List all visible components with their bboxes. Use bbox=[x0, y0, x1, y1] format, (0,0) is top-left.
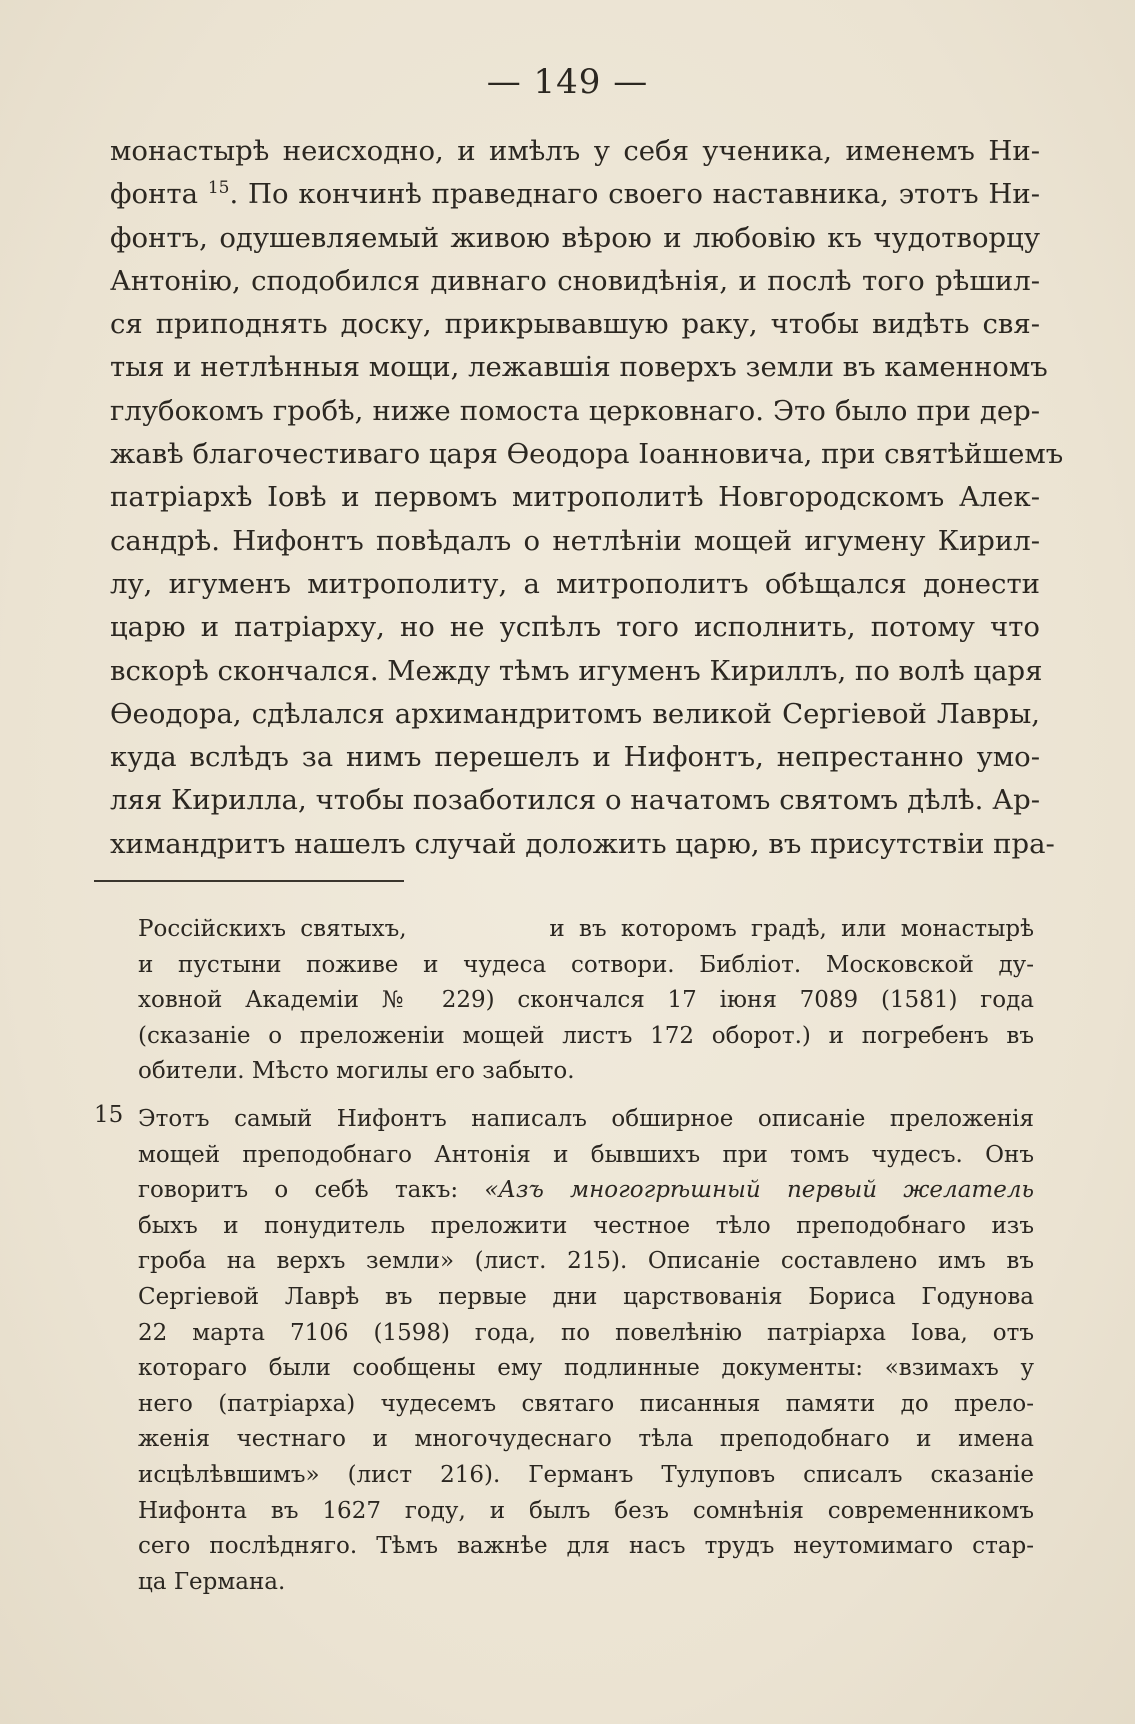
main-line: царю и патріарху, но не успѣлъ того исполнить, потому что bbox=[110, 611, 1040, 644]
footnote-line: Сергіевой Лаврѣ въ первые дни царствованія Бориса Годунова bbox=[138, 1283, 1034, 1310]
footnote-line: Нифонта въ 1627 году, и былъ безъ сомнѣнія современникомъ bbox=[138, 1497, 1034, 1524]
footnote-15 bbox=[94, 1102, 1034, 1600]
footnote-line: ховной Академіи № 229) скончался 17 іюня 7089 (1581) года bbox=[138, 987, 1034, 1014]
footnote-line-with-italic bbox=[94, 1173, 1034, 1209]
main-line: вскорѣ скончался. Между тѣмъ игуменъ Кириллъ, по волѣ царя bbox=[110, 654, 1043, 687]
main-line: жавѣ благочестиваго царя Ѳеодора Іоанновича, при святѣйшемъ bbox=[110, 438, 1064, 471]
footnote-line: быхъ и понудитель преложити честное тѣло преподобнаго изъ bbox=[138, 1212, 1034, 1239]
footnote-15-first-row bbox=[94, 1102, 1034, 1138]
main-line: тыя и нетлѣнныя мощи, лежавшія поверхъ земли въ каменномъ bbox=[110, 351, 1048, 384]
main-line: патріархѣ Іовѣ и первомъ митрополитѣ Новгородскомъ Алек- bbox=[110, 481, 1040, 514]
footnote-line: Этотъ самый Нифонтъ написалъ обширное описаніе преложенія bbox=[138, 1105, 1034, 1132]
footnote-line: мощей преподобнаго Антонія и бывшихъ при томъ чудесъ. Онъ bbox=[138, 1141, 1034, 1168]
footnote-line: котораго были сообщены ему подлинные документы: «взимахъ у bbox=[138, 1355, 1034, 1382]
footnote-line: и пустыни поживе и чудеса сотвори. Библіот. Московской ду- bbox=[138, 951, 1034, 978]
footnote-number: 15 bbox=[94, 1101, 124, 1128]
footnote-14-continuation bbox=[94, 912, 1034, 1090]
footnote-reference: 15 bbox=[207, 178, 230, 199]
footnote-line: женія честнаго и многочудеснаго тѣла преподобнаго и имена bbox=[138, 1426, 1034, 1453]
main-line: ся приподнять доску, прикрывавшую раку, чтобы видѣть свя- bbox=[110, 308, 1040, 341]
main-line-rest: . По кончинѣ праведнаго своего наставника, этотъ Ни- bbox=[229, 178, 1040, 211]
footnote-line: (сказаніе о преложеніи мощей листъ 172 оборот.) и погребенъ въ bbox=[138, 1022, 1034, 1049]
main-text bbox=[110, 130, 1064, 866]
main-line: химандритъ нашелъ случай доложить царю, въ присутствіи пра- bbox=[110, 827, 1055, 860]
footnote-line: него (патріарха) чудесемъ святаго писанныя памяти до прело- bbox=[138, 1390, 1034, 1417]
footnote-line: 22 марта 7106 (1598) года, по повелѣнію патріарха Іова, отъ bbox=[138, 1319, 1034, 1346]
main-line: куда вслѣдъ за нимъ перешелъ и Нифонтъ, непрестанно умо- bbox=[110, 741, 1040, 774]
main-line-start: фонта bbox=[110, 178, 199, 211]
footnote-line-start: говоритъ о себѣ такъ: bbox=[138, 1177, 485, 1204]
footnote-line: ца Германа. bbox=[138, 1568, 286, 1595]
main-line: Ѳеодора, сдѣлался архимандритомъ великой Сергіевой Лавры, bbox=[110, 697, 1040, 730]
footnote-line: сего послѣдняго. Тѣмъ важнѣе для насъ трудъ неутомимаго стар- bbox=[138, 1533, 1034, 1560]
footnote-divider bbox=[94, 880, 404, 882]
main-line: фонтъ, одушевляемый живою вѣрою и любовію къ чудотворцу bbox=[110, 221, 1040, 254]
main-line: лу, игуменъ митрополиту, а митрополитъ обѣщался донести bbox=[110, 567, 1040, 600]
main-line-with-footnote-ref bbox=[110, 173, 1040, 216]
page-number: — 149 — bbox=[486, 62, 649, 102]
main-line: глубокомъ гробѣ, ниже помоста церковнаго. Это было при дер- bbox=[110, 394, 1040, 427]
main-line: монастырѣ неисходно, и имѣлъ у себя ученика, именемъ Ни- bbox=[110, 135, 1040, 167]
footnote-line: гроба на верхъ земли» (лист. 215). Описаніе составлено имъ въ bbox=[138, 1248, 1034, 1275]
main-line: сандрѣ. Нифонтъ повѣдалъ о нетлѣніи мощей игумену Кирил- bbox=[110, 524, 1040, 557]
main-line: ляя Кирилла, чтобы позаботился о начатомъ святомъ дѣлѣ. Ар- bbox=[110, 784, 1040, 817]
footnote-line: Россійскихъ святыхъ, и въ которомъ градѣ, или монастырѣ bbox=[138, 916, 1034, 942]
footnote-line: исцѣлѣвшимъ» (лист 216). Германъ Тулуповъ списалъ сказаніе bbox=[138, 1461, 1034, 1488]
footnotes bbox=[94, 912, 1034, 1612]
footnote-italic-quote: «Азъ многогрѣшный первый желатель bbox=[484, 1177, 1034, 1204]
main-line: Антонію, сподобился дивнаго сновидѣнія, и послѣ того рѣшил- bbox=[110, 264, 1040, 297]
footnote-line: обители. Мѣсто могилы его забыто. bbox=[138, 1058, 575, 1085]
